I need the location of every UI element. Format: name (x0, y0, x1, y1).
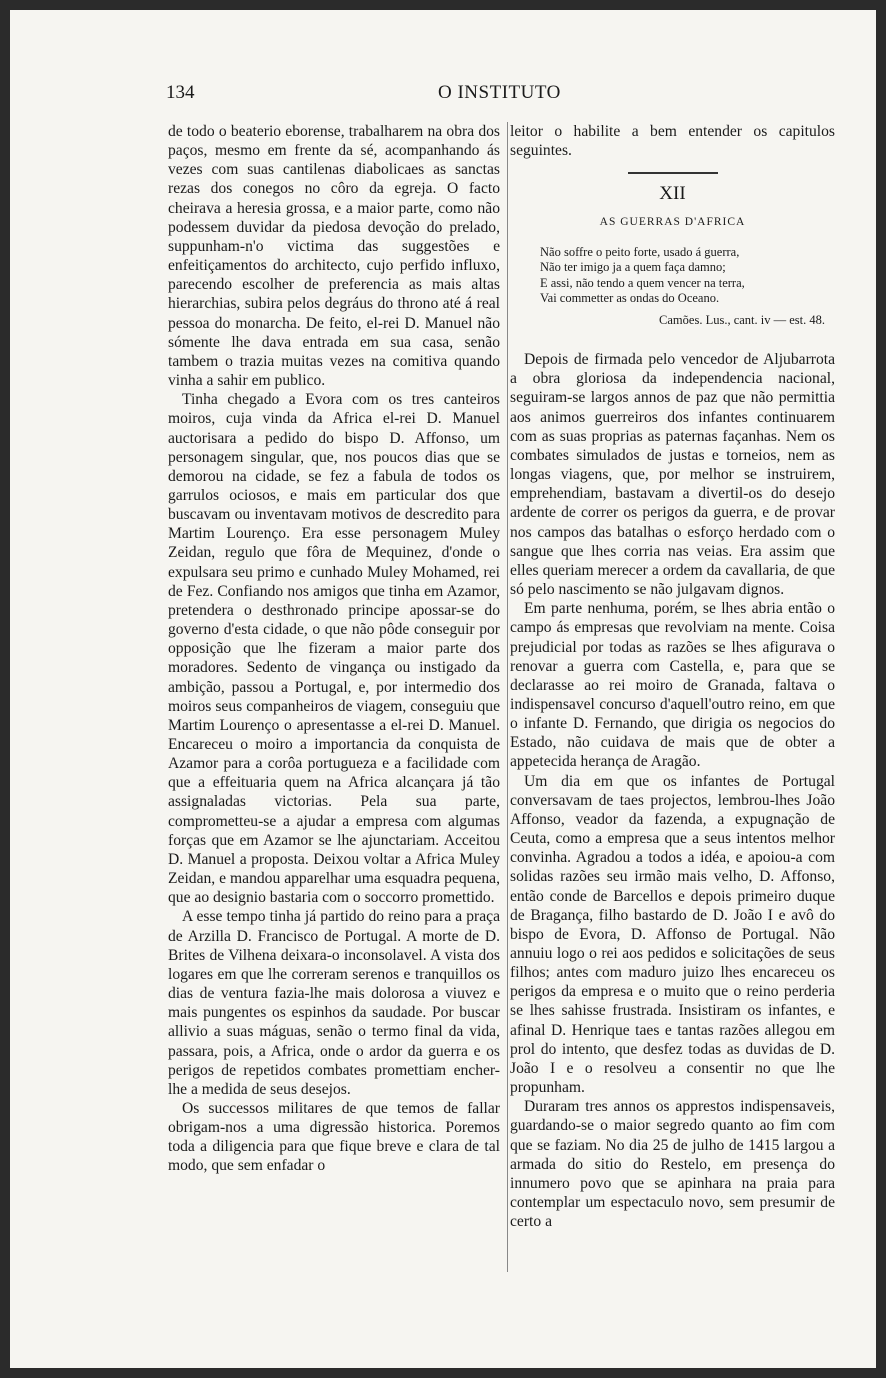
epigraph-source: Camões. Lus., cant. iv — est. 48. (659, 313, 825, 327)
paragraph: A esse tempo tinha já partido do reino para a praça de Arzilla D. Francisco de Portugal. A morte de D. Brites de Vilhena deixara-o inconsolavel. A vista dos logares em que lhe correram serenos e tranquillos os dias de ventura fazia-lhe mais dolorosa a viuvez e mais pungentes os espinhos da saudade. Por buscar allivio a suas máguas, senão o termo final da vida, passara, pois, a Africa, onde o ardor da guerra e os perigos de repetidos combates promettiam encher-lhe a medida de seus desejos. (168, 908, 500, 1098)
column-divider (507, 122, 508, 1272)
left-column (168, 122, 500, 1176)
paragraph: Em parte nenhuma, porém, se lhes abria então o campo ás empresas que revolviam na mente. Coisa prejudicial por todas as razões se lhes afigurava o renovar a guerra com Castella, e, para que se declarasse ao rei moiro de Granada, faltava o indispensavel concurso d'aquell'outro reino, em que o infante D. Fernando, que dirigia os negocios do Estado, não cuidava de mais que de obter a appetecida herança de Aragão. (510, 600, 835, 771)
section-rule (628, 172, 718, 174)
paragraph: Um dia em que os infantes de Portugal conversavam de taes projectos, lembrou-lhes João Affonso, veador da fazenda, a expugnação de Ceuta, como a empresa que a seus intentos melhor convinha. Agradou a todos a idéa, e apoiou-a com solidas razões seu irmão mais velho, D. Affonso, então conde de Barcellos e depois primeiro duque de Bragança, filho bastardo de D. João I e avô do bispo de Evora, D. Affonso de Portugal. Não annuiu logo o rei aos pedidos e solicitações de seus filhos; antes com maduro juizo lhes encareceu os perigos da empresa e o muito que o reino perderia se lhes sahisse frustrada. Insistiram os infantes, e afinal D. Henrique taes e tantas razões allegou em prol do intento, que desfez todas as duvidas de D. João I e o resolveu a consentir no que lhe propunham. (510, 772, 835, 1097)
epigraph (510, 245, 835, 307)
chapter-number: XII (659, 183, 686, 205)
paragraph: Duraram tres annos os apprestos indispensaveis, guardando-se o maior segredo quanto ao fim com que se faziam. No dia 25 de julho de 1415 largou a armada do sitio do Restelo, em presença do innumero povo que se apinhara na praia para contemplar um espectaculo novo, sem presumir de certo a (510, 1098, 835, 1231)
epigraph-line: Não soffre o peito forte, usado á guerra, (540, 244, 740, 259)
running-title: O INSTITUTO (438, 82, 561, 103)
paragraph: Depois de firmada pelo vencedor de Aljubarrota a obra gloriosa da independencia nacional, seguiram-se largos annos de paz que não permittia aos animos guerreiros dos infantes continuarem com as suas proprias as paternas façanhas. Nem os combates simulados de justas e torneios, nem as longas viagens, que, por melhor se instruirem, emprehendiam, bastavam a divertil-os do desejo ardente de correr os perigos da guerra, e de provar nos campos das batalhas o esforço herdado com o sangue que lhes corria nas veias. Era assim que elles queriam merecer a ordem da cavallaria, de que só pelo nascimento se não julgavam dignos. (510, 351, 835, 599)
chapter-title: AS GUERRAS D'AFRICA (599, 216, 746, 229)
paragraph: Os successos militares de que temos de fallar obrigam-nos a uma digressão historica. Poremos toda a diligencia para que fique breve e clara de tal modo, que sem enfadar o (168, 1099, 500, 1175)
paragraph: Tinha chegado a Evora com os tres canteiros moiros, cuja vinda da Africa el-rei D. Manuel auctorisara a pedido do bispo D. Affonso, um personagem singular, que, nos poucos dias que se demorou na cidade, se fez a fabula de todos os garrulos ociosos, e mais em particular dos que buscavam ou inventavam motivos de descredito para Martim Lourenço. Era esse personagem Muley Zeidan, regulo que fôra de Mequinez, d'onde o expulsara seu primo e cunhado Muley Mohamed, rei de Fez. Confiando nos amigos que tinha em Azamor, pretendera o desthronado principe apossar-se do governo d'esta cidade, o que não pôde conseguir por opposição que lhe fizeram a maior parte dos moradores. Sedento de vingança ou instigado da ambição, passou a Portugal, e, por intermedio dos moiros seus companheiros de viagem, conseguiu que Martim Lourenço o apresentasse a el-rei D. Manuel. Encareceu o moiro a importancia da conquista de Azamor para a corôa portugueza e a facilidade com que a effeituaria quem na Africa alcançara já tão assignaladas victorias. Pela sua parte, comprometteu-se a ajudar a empresa com algumas forças que em Azamor se lhe ajunctariam. Acceitou D. Manuel a proposta. Deixou voltar a Africa Muley Zeidan, e mandou apparelhar uma esquadra pequena, que ao designio bastaria com o soccorro promettido. (168, 391, 500, 907)
paragraph: de todo o beaterio eborense, trabalharem na obra dos paços, mesmo em frente da sé, acompanhando ás vezes com suas cantilenas diabolicaes as sanctas rezas dos conegos no côro da egreja. O facto cheirava a heresia grossa, e a maior parte, como não podessem duvidar da piedosa devoção do prelado, suppunham-n'o victima das suggestões e enfeitiçamentos do architecto, cujo perfido influxo, parecendo escolher de preferencia as mais altas hierarchias, subira pelos degráus do throno até á real pessoa do monarcha. De feito, el-rei D. Manuel não sómente lhe dava entrada em sua casa, senão tambem o trazia muitas vezes na comitiva quando vinha a sahir em publico. (168, 123, 500, 390)
intro-paragraph: leitor o habilite a bem entender os capitulos seguintes. (510, 123, 835, 160)
book-page (10, 10, 876, 1368)
epigraph-line: Não ter imigo ja a quem faça damno; (540, 260, 726, 275)
epigraph-line: E assi, não tendo a quem vencer na terra, (540, 275, 745, 290)
right-column (510, 122, 835, 1231)
page-header (10, 82, 876, 112)
page-number: 134 (166, 82, 195, 103)
epigraph-line: Vai commetter as ondas do Oceano. (540, 291, 720, 306)
